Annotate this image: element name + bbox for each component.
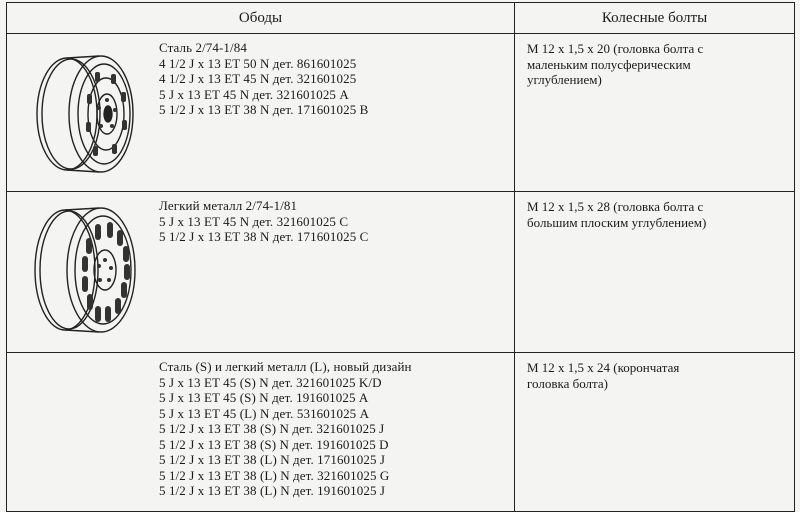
rim-spec-list bbox=[159, 198, 368, 245]
bolt-spec-list bbox=[515, 34, 794, 88]
bolt-spec-line: M 12 x 1,5 x 28 (головка болта с bbox=[527, 199, 704, 214]
rims-header: Ободы bbox=[7, 3, 515, 34]
rim-cell bbox=[7, 353, 515, 512]
rim-spec-line: Сталь (S) и легкий металл (L), новый дизайн bbox=[159, 359, 412, 374]
rim-spec-line: 5 1/2 J x 13 ET 38 N дет. 171601025 C bbox=[159, 229, 369, 244]
rim-spec-line: 5 J x 13 ET 45 N дет. 321601025 C bbox=[159, 213, 349, 229]
rim-spec-line: 5 1/2 J x 13 ET 38 (S) N дет. 191601025 D bbox=[159, 436, 389, 452]
rim-cell bbox=[7, 34, 515, 192]
bolt-spec-line: головка болта) bbox=[527, 375, 608, 391]
rim-spec-line: 4 1/2 J x 13 ET 45 N дет. 321601025 bbox=[159, 71, 357, 86]
rim-cell bbox=[7, 192, 515, 353]
bolt-spec-line: углублением) bbox=[527, 72, 602, 87]
rim-spec-line: 5 1/2 J x 13 ET 38 N дет. 171601025 B bbox=[159, 102, 369, 117]
rim-spec-line: 5 J x 13 ET 45 N дет. 321601025 A bbox=[159, 86, 349, 102]
rim-spec-list bbox=[159, 40, 368, 118]
rim-spec-line: Сталь 2/74-1/84 bbox=[159, 40, 247, 55]
wheel-spec-table bbox=[6, 2, 795, 512]
rim-spec-line: 4 1/2 J x 13 ET 50 N дет. 861601025 bbox=[159, 55, 357, 71]
bolt-cell bbox=[515, 192, 795, 353]
alloy-wheel-illustration bbox=[15, 202, 145, 338]
bolt-cell bbox=[515, 34, 795, 192]
rim-spec-line: 5 J x 13 ET 45 (S) N дет. 321601025 K/D bbox=[159, 374, 382, 390]
rim-spec-list bbox=[159, 359, 412, 499]
bolt-cell bbox=[515, 353, 795, 512]
rim-spec-line: 5 J x 13 ET 45 (L) N дет. 531601025 A bbox=[159, 405, 370, 421]
bolt-spec-line: M 12 x 1,5 x 20 (головка болта с bbox=[527, 41, 704, 56]
rim-spec-line: 5 1/2 J x 13 ET 38 (L) N дет. 321601025 G bbox=[159, 467, 390, 483]
rim-spec-line: 5 1/2 J x 13 ET 38 (L) N дет. 191601025 J bbox=[159, 483, 386, 498]
bolt-spec-list bbox=[515, 353, 794, 391]
table-header-row bbox=[7, 3, 795, 34]
bolt-spec-line: большим плоским углублением) bbox=[527, 214, 707, 230]
rim-spec-line: Легкий металл 2/74-1/81 bbox=[159, 198, 298, 213]
rim-spec-line: 5 J x 13 ET 45 (S) N дет. 191601025 A bbox=[159, 390, 369, 405]
rim-spec-line: 5 1/2 J x 13 ET 38 (L) N дет. 171601025 J bbox=[159, 452, 386, 467]
bolts-header: Колесные болты bbox=[515, 3, 795, 34]
table-row bbox=[7, 353, 795, 512]
bolt-spec-line: M 12 x 1,5 x 24 (корончатая bbox=[527, 360, 680, 375]
table-row bbox=[7, 192, 795, 353]
steel-wheel-illustration bbox=[15, 48, 145, 178]
bolt-spec-list bbox=[515, 192, 794, 230]
bolt-spec-line: маленьким полусферическим bbox=[527, 56, 691, 72]
rim-spec-line: 5 1/2 J x 13 ET 38 (S) N дет. 321601025 J bbox=[159, 421, 385, 436]
table-row bbox=[7, 34, 795, 192]
